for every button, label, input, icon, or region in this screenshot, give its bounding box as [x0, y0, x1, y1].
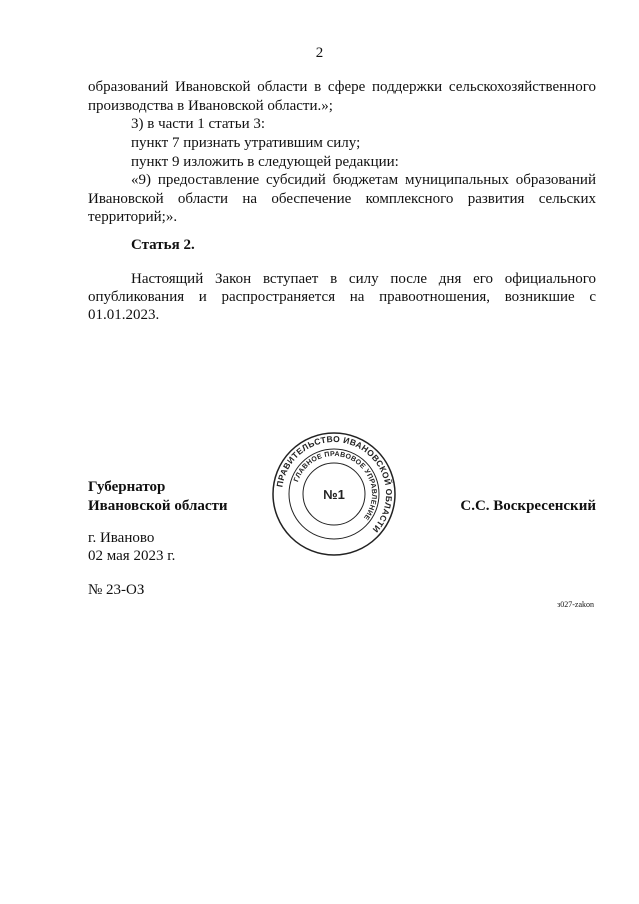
article-line-2: опубликования и распространяется на правоотношения, возникшие с — [88, 289, 596, 305]
page-number: 2 — [315, 45, 324, 61]
signatory-title-1: Губернатор — [88, 479, 166, 495]
law-number: № 23-ОЗ — [88, 582, 145, 598]
body-line-8: территорий;». — [88, 209, 178, 225]
signatory-name: С.С. Воскресенский — [460, 498, 596, 514]
article-line-3: 01.01.2023. — [88, 307, 160, 323]
seal-number: №1 — [323, 487, 345, 502]
seal-inner-text: ГЛАВНОЕ ПРАВОВОЕ УПРАВЛЕНИЕ — [293, 450, 378, 522]
article-heading: Статья 2. — [131, 237, 195, 253]
body-line-4: пункт 7 признать утратившим силу; — [131, 135, 361, 151]
file-code: з027-zakon — [557, 600, 594, 609]
place: г. Иваново — [88, 530, 155, 546]
body-line-3: 3) в части 1 статьи 3: — [131, 116, 266, 132]
signatory-title-2: Ивановской области — [88, 498, 228, 514]
body-line-6: «9) предоставление субсидий бюджетам муниципальных образований — [131, 172, 596, 188]
date: 02 мая 2023 г. — [88, 548, 176, 564]
article-line-1: Настоящий Закон вступает в силу после дня его официального — [131, 271, 596, 287]
seal-outer-text: ПРАВИТЕЛЬСТВО ИВАНОВСКОЙ ОБЛАСТИ — [274, 433, 395, 535]
body-line-5: пункт 9 изложить в следующей редакции: — [131, 154, 399, 170]
body-line-1: образований Ивановской области в сфере поддержки сельскохозяйственного — [88, 79, 596, 95]
official-seal — [270, 430, 398, 558]
body-line-7: Ивановской области на обеспечение комплексного развития сельских — [88, 191, 596, 207]
body-line-2: производства в Ивановской области.»; — [88, 98, 333, 114]
